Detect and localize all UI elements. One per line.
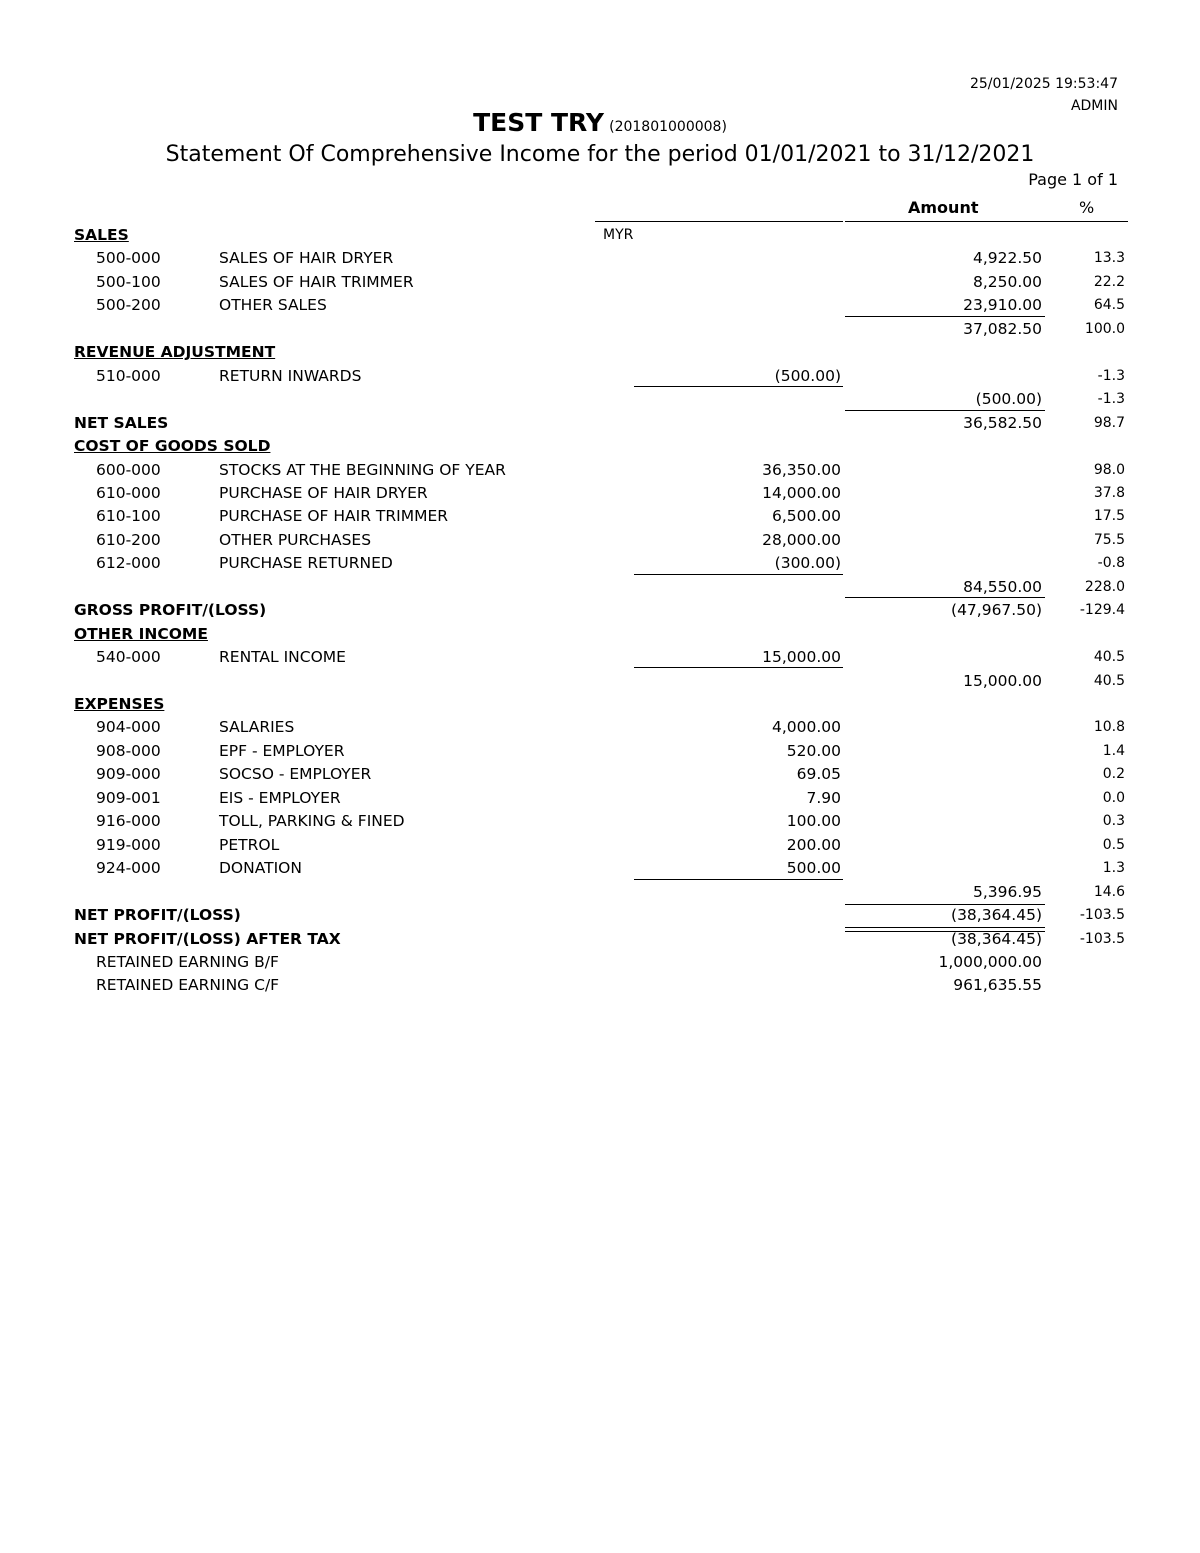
account-description: PURCHASE OF HAIR DRYER bbox=[219, 483, 428, 502]
percentage: -103.5 bbox=[1079, 930, 1125, 947]
account-code: 600-000 bbox=[96, 460, 161, 479]
percentage: 10.8 bbox=[1093, 719, 1125, 736]
section-heading: NET PROFIT/(LOSS) AFTER TAX bbox=[74, 929, 341, 948]
sub-amount: 500.00 bbox=[786, 859, 841, 878]
sub-amount: 520.00 bbox=[786, 741, 841, 760]
company-registration: (201801000008) bbox=[609, 119, 727, 135]
double-total-rule bbox=[845, 927, 1045, 932]
percentage: 0.3 bbox=[1102, 813, 1125, 830]
account-description: PURCHASE OF HAIR TRIMMER bbox=[219, 507, 449, 526]
page-number: Page 1 of 1 bbox=[1028, 170, 1118, 189]
account-row bbox=[0, 836, 1200, 859]
amount-column-header: Amount bbox=[908, 198, 979, 217]
percent-column-header: % bbox=[1079, 198, 1095, 217]
amount: 23,910.00 bbox=[963, 296, 1042, 315]
percentage: -1.3 bbox=[1097, 391, 1125, 408]
account-code: 510-000 bbox=[96, 366, 161, 385]
amount: (38,364.45) bbox=[951, 906, 1042, 925]
account-code: 924-000 bbox=[96, 859, 161, 878]
percentage: 1.4 bbox=[1102, 742, 1125, 759]
section-heading-row bbox=[0, 343, 1200, 366]
section-heading: NET SALES bbox=[74, 413, 169, 432]
percentage: 0.5 bbox=[1102, 836, 1125, 853]
account-description: EIS - EMPLOYER bbox=[219, 788, 341, 807]
account-description: TOLL, PARKING & FINED bbox=[219, 812, 405, 831]
section-heading-row bbox=[0, 930, 1200, 953]
account-row bbox=[0, 249, 1200, 272]
amount: 37,082.50 bbox=[963, 319, 1042, 338]
percentage: 22.2 bbox=[1093, 273, 1125, 290]
percentage: 13.3 bbox=[1093, 250, 1125, 267]
account-code: 908-000 bbox=[96, 741, 161, 760]
percentage: 40.5 bbox=[1093, 672, 1125, 689]
section-heading-row bbox=[0, 906, 1200, 929]
subtotal-rule bbox=[845, 597, 1045, 598]
account-description: RETURN INWARDS bbox=[219, 366, 362, 385]
subtotal-rule bbox=[634, 386, 843, 387]
amount: (47,967.50) bbox=[951, 601, 1042, 620]
sub-amount: 28,000.00 bbox=[762, 530, 841, 549]
percentage: 98.7 bbox=[1093, 414, 1125, 431]
section-heading: COST OF GOODS SOLD bbox=[74, 437, 271, 456]
print-user: ADMIN bbox=[1070, 98, 1118, 114]
subtotal-rule bbox=[845, 410, 1045, 411]
account-code: 904-000 bbox=[96, 718, 161, 737]
account-description: PURCHASE RETURNED bbox=[219, 554, 393, 573]
company-name: TEST TRY bbox=[473, 108, 605, 137]
account-code: 610-100 bbox=[96, 507, 161, 526]
sub-amount: 6,500.00 bbox=[771, 507, 841, 526]
sub-amount: 15,000.00 bbox=[762, 648, 841, 667]
percentage: 100.0 bbox=[1084, 320, 1125, 337]
section-heading-row bbox=[0, 625, 1200, 648]
sub-amount: (300.00) bbox=[774, 554, 841, 573]
section-heading: REVENUE ADJUSTMENT bbox=[74, 343, 276, 362]
account-description: SALARIES bbox=[219, 718, 295, 737]
amount: (500.00) bbox=[975, 390, 1042, 409]
currency-label: MYR bbox=[603, 227, 634, 243]
account-description: PETROL bbox=[219, 835, 280, 854]
account-description: SALES OF HAIR DRYER bbox=[219, 249, 394, 268]
account-row bbox=[0, 531, 1200, 554]
account-description: RENTAL INCOME bbox=[219, 648, 346, 667]
amount: 4,922.50 bbox=[972, 249, 1042, 268]
percentage: 75.5 bbox=[1093, 531, 1125, 548]
account-code: 916-000 bbox=[96, 812, 161, 831]
percentage: -129.4 bbox=[1079, 602, 1125, 619]
account-row bbox=[0, 554, 1200, 577]
percentage: 98.0 bbox=[1093, 461, 1125, 478]
subtotal-rule bbox=[634, 667, 843, 668]
percentage: -0.8 bbox=[1097, 555, 1125, 572]
section-heading: SALES bbox=[74, 226, 129, 244]
sub-amount: 4,000.00 bbox=[771, 718, 841, 737]
account-row bbox=[0, 765, 1200, 788]
account-row bbox=[0, 507, 1200, 530]
account-code: 500-000 bbox=[96, 249, 161, 268]
amount: 5,396.95 bbox=[972, 882, 1042, 901]
account-description: OTHER SALES bbox=[219, 296, 327, 315]
sub-amount: 36,350.00 bbox=[762, 460, 841, 479]
percentage: -103.5 bbox=[1079, 907, 1125, 924]
section-heading: OTHER INCOME bbox=[74, 624, 208, 643]
account-code: 540-000 bbox=[96, 648, 161, 667]
amount: (38,364.45) bbox=[951, 929, 1042, 948]
account-code: 612-000 bbox=[96, 554, 161, 573]
account-description: STOCKS AT THE BEGINNING OF YEAR bbox=[219, 460, 506, 479]
account-row bbox=[0, 718, 1200, 741]
retained-earning-row bbox=[0, 976, 1200, 999]
section-heading-row bbox=[0, 601, 1200, 624]
percentage: 0.0 bbox=[1102, 789, 1125, 806]
section-heading: NET PROFIT/(LOSS) bbox=[74, 906, 241, 925]
account-row bbox=[0, 812, 1200, 835]
percentage: 64.5 bbox=[1093, 297, 1125, 314]
account-code: 610-000 bbox=[96, 483, 161, 502]
account-description: OTHER PURCHASES bbox=[219, 530, 372, 549]
section-heading-row bbox=[0, 414, 1200, 437]
subtotal-rule bbox=[634, 879, 843, 880]
account-code: 919-000 bbox=[96, 835, 161, 854]
sub-amount: 200.00 bbox=[786, 835, 841, 854]
percentage: 228.0 bbox=[1084, 578, 1125, 595]
percentage: 37.8 bbox=[1093, 484, 1125, 501]
print-timestamp: 25/01/2025 19:53:47 bbox=[969, 76, 1118, 92]
section-heading-row bbox=[0, 695, 1200, 718]
percentage: 14.6 bbox=[1093, 883, 1125, 900]
account-row bbox=[0, 461, 1200, 484]
section-total-row bbox=[0, 320, 1200, 343]
section-heading: EXPENSES bbox=[74, 695, 165, 713]
account-description: SALES OF HAIR TRIMMER bbox=[219, 272, 414, 291]
header-rule-right bbox=[845, 221, 1128, 222]
account-code: 500-100 bbox=[96, 272, 161, 291]
subtotal-rule bbox=[634, 574, 843, 575]
row-label: RETAINED EARNING C/F bbox=[96, 976, 280, 995]
header-rule-left bbox=[595, 221, 843, 222]
subtotal-rule bbox=[845, 904, 1045, 905]
account-description: SOCSO - EMPLOYER bbox=[219, 765, 372, 784]
account-row bbox=[0, 742, 1200, 765]
account-row bbox=[0, 859, 1200, 882]
sub-amount: 7.90 bbox=[806, 788, 841, 807]
percentage: 17.5 bbox=[1093, 508, 1125, 525]
account-row bbox=[0, 648, 1200, 671]
account-row bbox=[0, 789, 1200, 812]
section-heading: GROSS PROFIT/(LOSS) bbox=[74, 601, 267, 620]
amount: 8,250.00 bbox=[972, 272, 1042, 291]
percentage: -1.3 bbox=[1097, 367, 1125, 384]
sub-amount: 69.05 bbox=[796, 765, 841, 784]
account-row bbox=[0, 367, 1200, 390]
account-code: 610-200 bbox=[96, 530, 161, 549]
percentage: 1.3 bbox=[1102, 860, 1125, 877]
report-title bbox=[0, 108, 1200, 137]
account-description: EPF - EMPLOYER bbox=[219, 741, 345, 760]
account-code: 909-000 bbox=[96, 765, 161, 784]
account-code: 909-001 bbox=[96, 788, 161, 807]
amount: 15,000.00 bbox=[963, 671, 1042, 690]
percentage: 40.5 bbox=[1093, 649, 1125, 666]
row-label: RETAINED EARNING B/F bbox=[96, 952, 279, 971]
amount: 36,582.50 bbox=[963, 413, 1042, 432]
sub-amount: 14,000.00 bbox=[762, 483, 841, 502]
amount: 961,635.55 bbox=[953, 976, 1042, 995]
section-heading-row bbox=[0, 226, 1200, 249]
retained-earning-row bbox=[0, 953, 1200, 976]
percentage: 0.2 bbox=[1102, 766, 1125, 783]
section-total-row bbox=[0, 672, 1200, 695]
account-row bbox=[0, 273, 1200, 296]
account-code: 500-200 bbox=[96, 296, 161, 315]
amount: 84,550.00 bbox=[963, 577, 1042, 596]
subtotal-rule bbox=[845, 316, 1045, 317]
section-total-row bbox=[0, 883, 1200, 906]
statement-title: Statement Of Comprehensive Income for the period 01/01/2021 to 31/12/2021 bbox=[165, 142, 1035, 167]
section-heading-row bbox=[0, 437, 1200, 460]
sub-amount: 100.00 bbox=[786, 812, 841, 831]
account-row bbox=[0, 484, 1200, 507]
amount: 1,000,000.00 bbox=[938, 952, 1042, 971]
account-description: DONATION bbox=[219, 859, 302, 878]
sub-amount: (500.00) bbox=[774, 366, 841, 385]
